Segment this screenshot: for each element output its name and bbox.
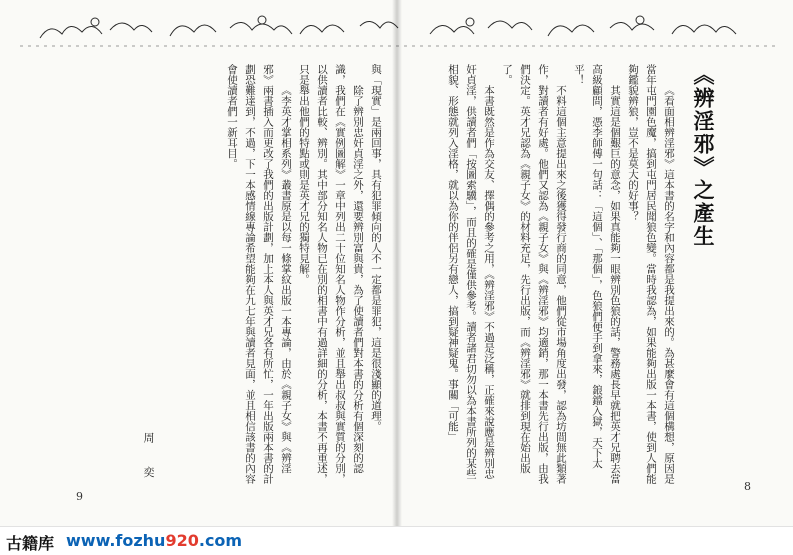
paragraph: 不料這個主意提出來之後獲得發行商的同意，他們從市場角度出發，認為坊間無此類著作，對讀者有好處。他們又認為《親子女》與《辨淫邪》均適銷，那一本書先行出版，由我們決定。英才兄認為《親子女》的材料充足，先行出版，而《辨淫邪》就排到現在始出版了。 (501, 64, 567, 484)
page-number-left: 9 (76, 490, 83, 503)
paragraph: 除了辨別忠奸貞淫之外，還要辨別富與貴，為了使讀者們對本書的分析有個深刻的認識，我們在《實例圖解》一章中列出二十位知名人物作分析，並且舉出叔叔與實質的分別，以供讀者比較、辨別。其中部分知名人物已在別的相書中有過詳細的分析，本書不再重述，只是舉出他們的特點或則是英才兄的獨特見解。 (298, 64, 364, 484)
paragraph: 本書既然是作為交友、擇偶的參考之用，《辨淫邪》不過是泛稱，正確來說應是辨別忠奸貞淫，供讀者們「按圖索驥」，而且的確是僅供參考。讀者諸君切勿以為本書所列的某些相貌、形態就列入淫格，就以為你的伴侶另有戀人，搞到疑神疑鬼。事關「可能」 (447, 64, 495, 479)
book-binding-shadow (392, 0, 402, 554)
watermark-logo: 古籍库 (6, 534, 55, 553)
url-highlight: 920 (165, 531, 199, 550)
left-page-text (205, 64, 385, 484)
paragraph: 與「現實」是兩回事，具有犯罪傾向的人不一定都是罪犯，這是很淺顯的道理。 (370, 64, 382, 432)
paragraph: 《李英才掌相系列》叢書原是以每一條掌紋出版一本專論，由於《親子女》與《辨淫邪》兩書插入而更改了我們的出版計劃，加上本人與英才兄各有所忙，一年出版兩本書的計劃恐難達到，不過，下一本感情線專論希望能夠在九七年與讀者見面，並且相信該書的內容會使讀者們一新耳目。 (226, 64, 292, 484)
right-page-text (420, 64, 678, 484)
url-prefix: www.fozhu (66, 531, 166, 550)
paragraph: 其實這是個艱巨的意念，如果真能夠一眼辨別色狼的話，警務處長早就把英才兄聘去當高級顧問，憑李師傅一句話：「這個」、「那個」，色狼們便手到拿來，鋃鐺入獄，天下太平！ (573, 64, 621, 484)
chapter-title: 《辨淫邪》之產生 (691, 64, 716, 248)
watermark-url (66, 531, 242, 550)
site-watermark (0, 526, 793, 555)
author-signature: 周 奕 (142, 432, 155, 488)
paragraph: 《看面相辨淫邪》這本書的名字和內容都是我提出來的。為甚麼會有這個構想，原因是當年屯門園色魔，搞到屯門居民聞狼色變。當時我認為，如果能夠出版一本書，使到人們能夠鑑貌辨狼，豈不是莫大的好事？ (627, 64, 675, 484)
url-suffix: .com (198, 531, 243, 550)
page-number-right: 8 (744, 480, 751, 493)
